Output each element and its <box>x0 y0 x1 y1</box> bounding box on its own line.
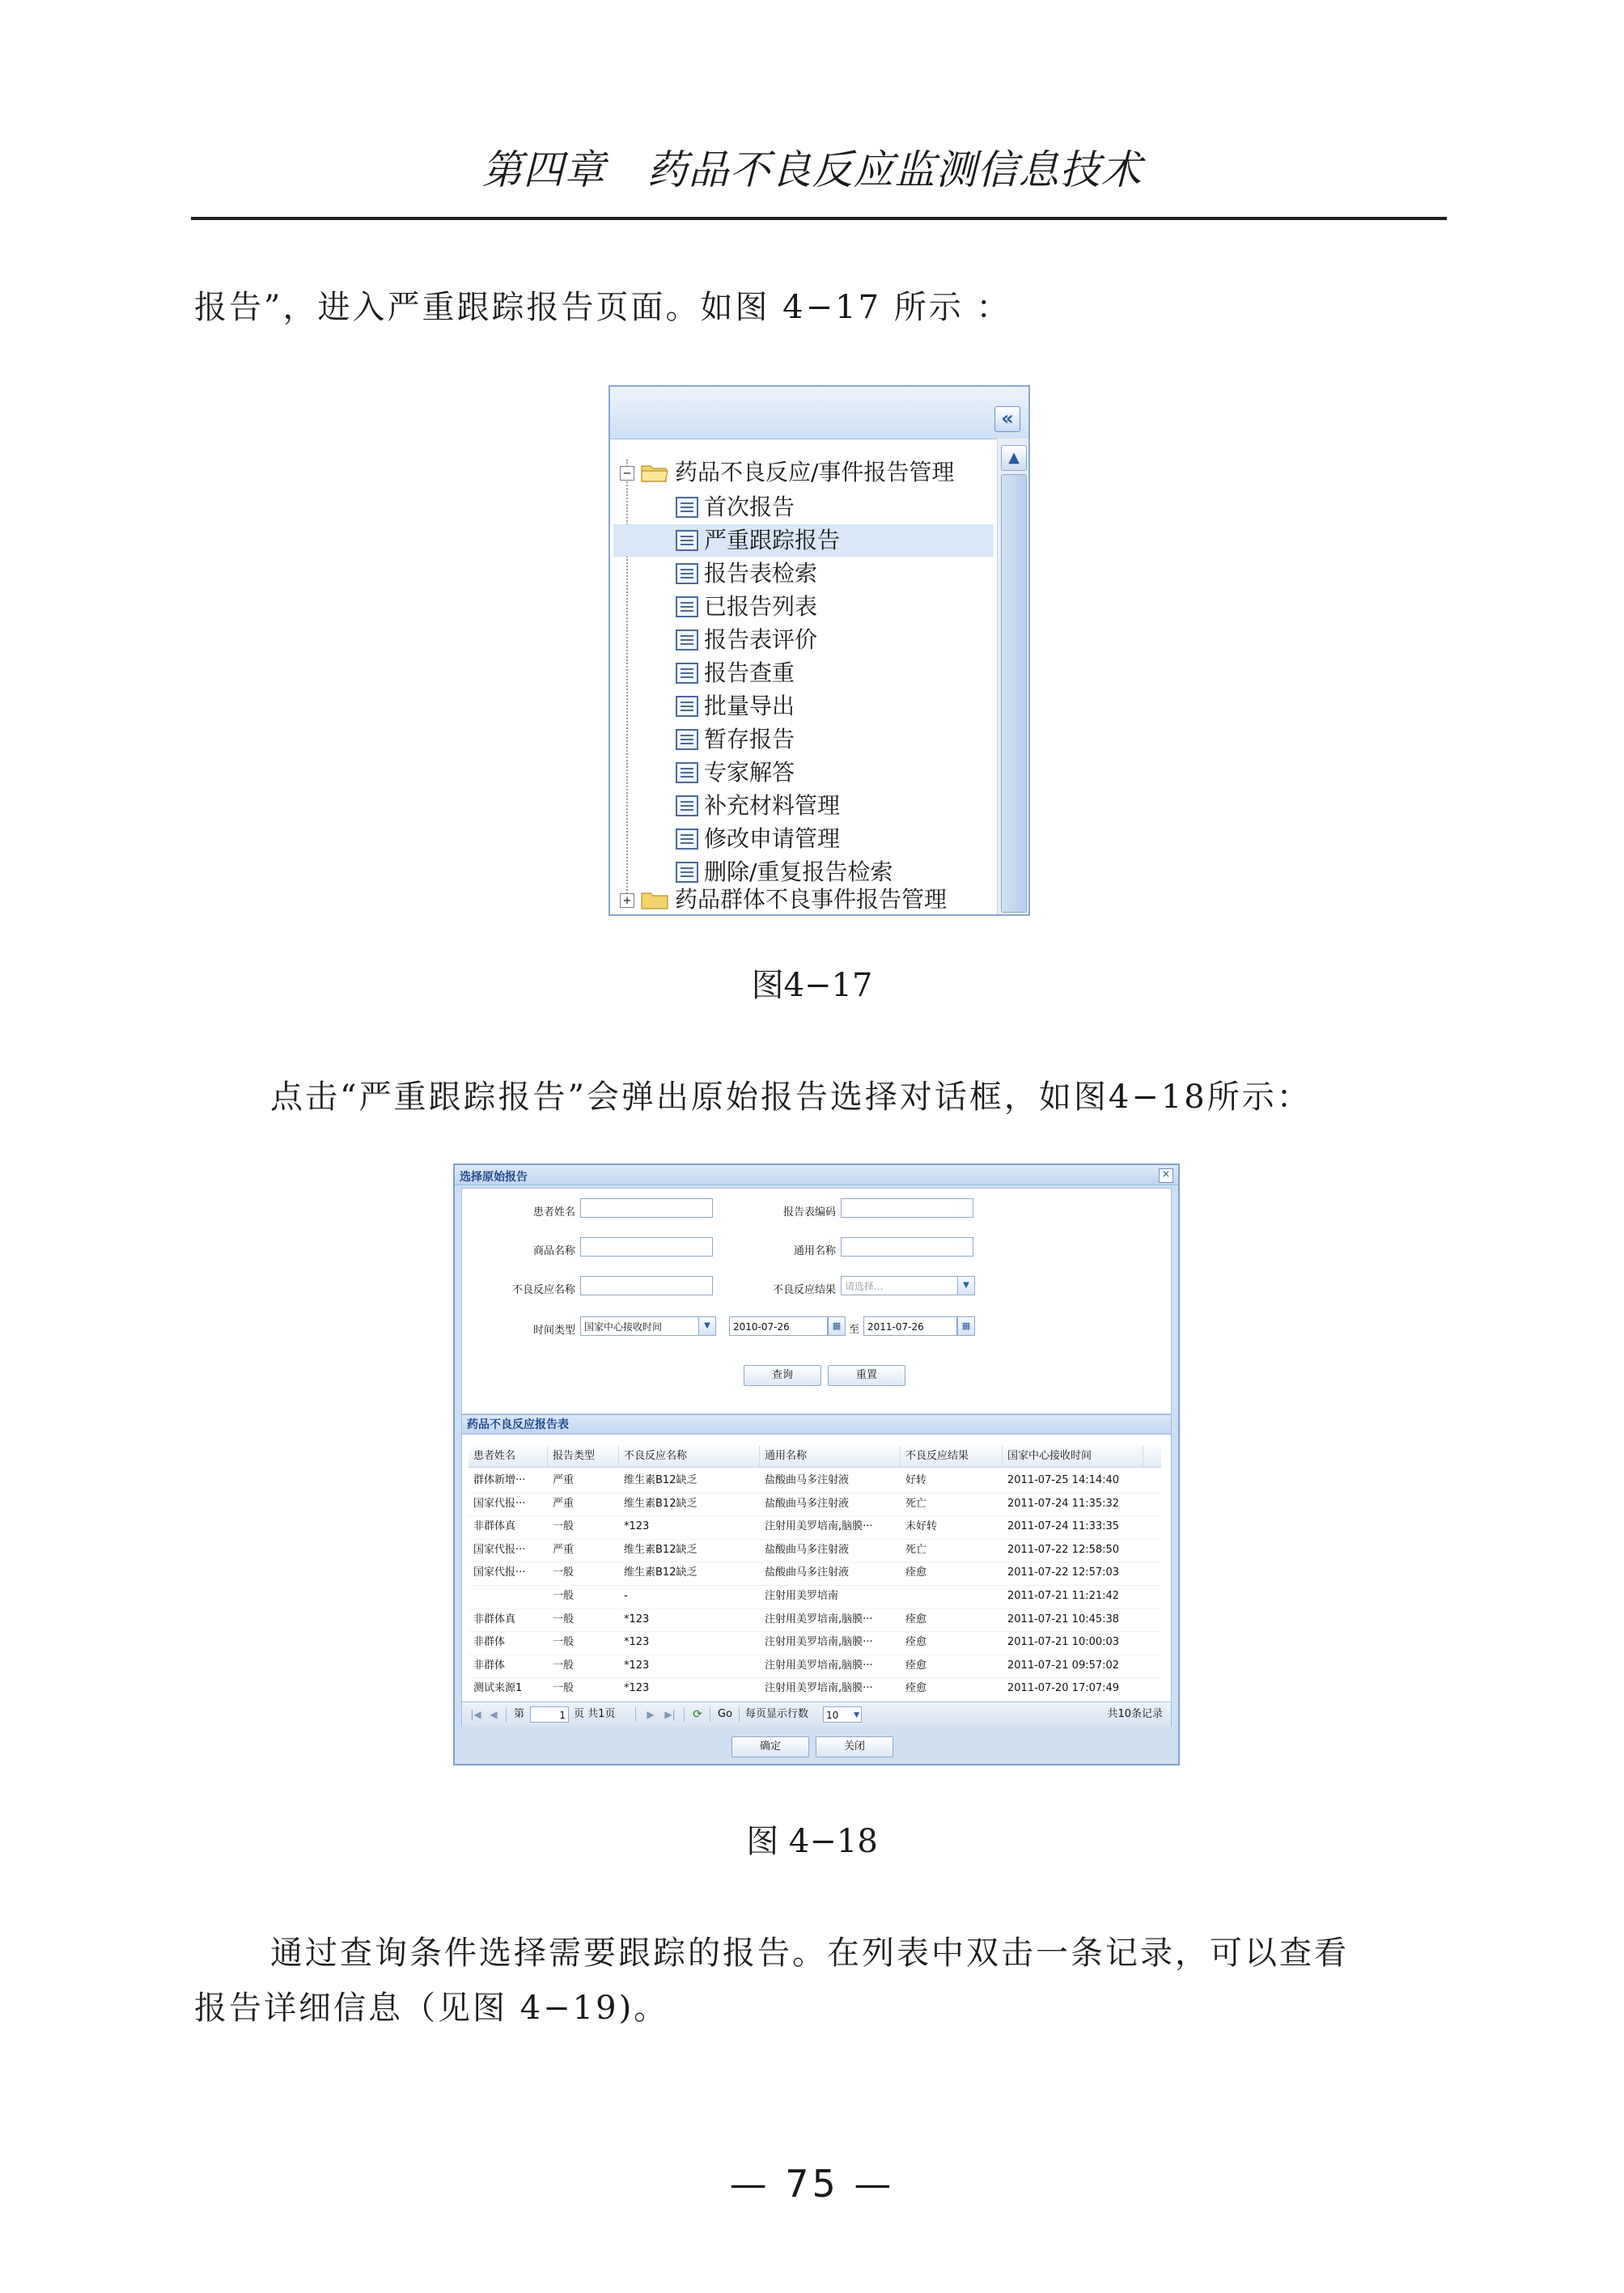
tree-item-modification-requests[interactable] <box>610 823 990 855</box>
navigation-tree-panel <box>608 385 1030 916</box>
table-cell: 2011-07-21 10:45:38 <box>1007 1613 1120 1625</box>
expand-toggle-icon[interactable]: + <box>620 893 634 908</box>
table-cell: 痊愈 <box>905 1659 927 1672</box>
page-number: — 75 — <box>729 2162 895 2206</box>
tree-item-label: 批量导出 <box>704 693 795 719</box>
close-icon[interactable]: × <box>1159 1168 1173 1183</box>
patient-name-input[interactable] <box>580 1198 713 1218</box>
table-cell: 注射用美罗培南,脑膜··· <box>765 1636 873 1649</box>
tree-item-draft-reports[interactable] <box>610 723 990 756</box>
table-cell: 痊愈 <box>905 1613 927 1625</box>
tree-item-supplementary-material[interactable] <box>610 790 990 822</box>
table-cell: 盐酸曲马多注射液 <box>765 1566 850 1579</box>
query-button[interactable]: 查询 <box>744 1365 821 1386</box>
table-cell: 死亡 <box>905 1543 927 1556</box>
table-cell: 一般 <box>553 1659 575 1672</box>
table-cell: 严重 <box>553 1497 575 1510</box>
last-page-icon[interactable]: ▶| <box>664 1709 676 1720</box>
header-rule <box>191 217 1447 220</box>
table-cell: 注射用美罗培南,脑膜··· <box>765 1520 873 1533</box>
adr-result-select[interactable] <box>841 1276 975 1295</box>
tree-item-label: 报告表检索 <box>704 560 818 587</box>
report-form-icon <box>675 529 699 552</box>
report-form-icon <box>675 828 699 850</box>
table-cell: 痊愈 <box>905 1682 927 1695</box>
tree-scrollbar[interactable] <box>997 439 1028 914</box>
table-cell <box>469 1584 548 1608</box>
prev-page-icon[interactable]: ◀ <box>490 1709 498 1720</box>
product-name-input[interactable] <box>580 1237 713 1257</box>
report-form-icon <box>675 596 699 618</box>
table-cell: 未好转 <box>905 1520 938 1533</box>
adr-name-label: 不良反应名称 <box>511 1284 575 1296</box>
table-cell: 非群体 <box>473 1659 506 1672</box>
time-type-select[interactable] <box>580 1316 716 1336</box>
tree-item-label: 已报告列表 <box>704 593 818 620</box>
table-row[interactable] <box>469 1608 1161 1633</box>
tree-panel-header <box>610 387 1028 439</box>
paragraph-1: 报告”，进入严重跟踪报告页面。如图 4−17 所示 ： <box>194 289 1011 326</box>
table-cell: 维生素B12缺乏 <box>624 1566 698 1579</box>
report-form-icon <box>675 761 699 784</box>
tree-item-label: 首次报告 <box>704 494 795 520</box>
figure-caption-4-18: 图 4−18 <box>746 1823 878 1860</box>
toolbar-separator <box>739 1707 740 1722</box>
table-row[interactable] <box>469 1561 1161 1586</box>
chevron-down-icon[interactable]: ▼ <box>957 1277 974 1295</box>
chevron-down-icon[interactable]: ▼ <box>698 1317 715 1335</box>
tree-item-label: 报告表评价 <box>704 626 818 653</box>
tree-item-label: 严重跟踪报告 <box>704 527 841 553</box>
tree-folder-group-event-management[interactable] <box>610 884 990 916</box>
table-cell: 维生素B12缺乏 <box>624 1497 698 1510</box>
table-cell: 一般 <box>553 1636 575 1649</box>
table-cell: 痊愈 <box>905 1636 927 1649</box>
table-cell: 注射用美罗培南,脑膜··· <box>765 1682 873 1695</box>
toolbar-separator <box>684 1707 685 1722</box>
tree-folder-label: 药品群体不良事件报告管理 <box>675 886 948 913</box>
select-original-report-dialog <box>453 1163 1180 1765</box>
table-cell: 一般 <box>553 1682 575 1695</box>
chevron-down-icon[interactable]: ▼ <box>854 1711 859 1719</box>
tree-folder-label: 药品不良反应/事件报告管理 <box>675 459 955 485</box>
table-row[interactable] <box>469 1492 1161 1517</box>
scroll-up-icon[interactable]: ▲ <box>1001 445 1027 471</box>
total-records-text: 共10条记录 <box>1107 1708 1163 1720</box>
report-form-icon <box>675 562 699 585</box>
table-row[interactable] <box>469 1515 1161 1540</box>
adr-name-input[interactable] <box>580 1276 713 1295</box>
tree-item-label: 修改申请管理 <box>704 825 841 852</box>
next-page-icon[interactable]: ▶ <box>647 1709 655 1720</box>
paragraph-3-line-2: 报告详细信息（见图 4−19)。 <box>194 1990 669 2027</box>
table-cell: *123 <box>624 1520 650 1533</box>
calendar-icon[interactable]: ▦ <box>828 1316 846 1336</box>
adr-result-placeholder: 请选择... <box>845 1281 884 1292</box>
tree-item-serious-followup-report[interactable] <box>613 524 994 557</box>
table-cell: 注射用美罗培南 <box>765 1590 839 1602</box>
table-cell: 严重 <box>553 1543 575 1556</box>
table-cell: 非群体 <box>473 1636 506 1649</box>
date-from-input[interactable]: 2010-07-26 <box>729 1316 828 1336</box>
table-cell <box>901 1584 1003 1608</box>
patient-name-label: 患者姓名 <box>532 1206 575 1219</box>
table-cell: 2011-07-20 17:07:49 <box>1007 1682 1120 1695</box>
chapter-title: 第四章 药品不良反应监测信息技术 <box>481 146 1143 193</box>
refresh-icon[interactable]: ⟳ <box>693 1708 702 1721</box>
column-header[interactable]: 国家中心接收时间 <box>1003 1446 1143 1467</box>
table-cell: 测试来源1 <box>473 1682 523 1695</box>
table-cell: 国家代报··· <box>473 1566 526 1579</box>
column-header[interactable]: 通用名称 <box>760 1446 901 1467</box>
table-cell: 2011-07-25 14:14:40 <box>1007 1474 1120 1486</box>
table-cell: 非群体真 <box>473 1613 516 1625</box>
table-cell: 严重 <box>553 1474 575 1486</box>
table-cell: 维生素B12缺乏 <box>624 1543 698 1556</box>
report-form-icon <box>675 496 699 519</box>
table-row[interactable] <box>469 1630 1161 1655</box>
page-number-input[interactable]: 1 <box>530 1706 569 1723</box>
table-cell: 2011-07-21 10:00:03 <box>1007 1636 1120 1649</box>
reset-button[interactable]: 重置 <box>828 1365 905 1386</box>
table-row[interactable] <box>469 1654 1161 1679</box>
generic-name-label: 通用名称 <box>793 1245 836 1257</box>
tree-item-first-report[interactable] <box>610 491 990 523</box>
close-button[interactable]: 关闭 <box>816 1736 893 1757</box>
report-form-icon <box>675 861 699 884</box>
rows-per-page-label: 每页显示行数 <box>745 1708 809 1720</box>
tree-item-label: 删除/重复报告检索 <box>704 858 893 885</box>
table-cell: *123 <box>624 1636 650 1649</box>
table-cell: 2011-07-22 12:57:03 <box>1007 1566 1120 1579</box>
table-cell: 维生素B12缺乏 <box>624 1474 698 1486</box>
adr-result-label: 不良反应结果 <box>772 1284 836 1296</box>
table-cell: 一般 <box>553 1590 575 1602</box>
date-to-input[interactable]: 2011-07-26 <box>863 1316 957 1336</box>
search-form <box>461 1188 1172 1414</box>
folder-icon <box>641 890 668 909</box>
tree-item-reported-list[interactable] <box>610 591 990 623</box>
table-cell: 盐酸曲马多注射液 <box>765 1474 850 1486</box>
grid-header <box>469 1446 1161 1468</box>
column-header[interactable]: 不良反应名称 <box>619 1446 760 1467</box>
table-cell: 死亡 <box>905 1497 927 1510</box>
tree-item-label: 报告查重 <box>704 659 795 686</box>
column-header[interactable]: 不良反应结果 <box>901 1446 1003 1467</box>
tree-item-label: 专家解答 <box>704 759 795 786</box>
table-cell: 2011-07-21 09:57:02 <box>1007 1659 1120 1672</box>
report-form-icon <box>675 629 699 651</box>
date-range-separator: 至 <box>849 1324 860 1336</box>
table-cell: *123 <box>624 1682 650 1695</box>
tree-item-expert-answers[interactable] <box>610 757 990 789</box>
grid-title: 药品不良反应报告表 <box>462 1415 1171 1435</box>
tree-item-label: 暂存报告 <box>704 726 795 752</box>
time-type-label: 时间类型 <box>532 1325 575 1337</box>
table-cell: 非群体真 <box>473 1520 516 1533</box>
table-cell: 痊愈 <box>905 1566 927 1579</box>
table-cell: 2011-07-24 11:35:32 <box>1007 1497 1120 1510</box>
rows-per-page-select[interactable] <box>823 1706 862 1723</box>
tree-item-batch-export[interactable] <box>610 690 990 723</box>
page-prefix: 第 <box>514 1708 525 1720</box>
table-row[interactable] <box>469 1676 1161 1702</box>
first-page-icon[interactable]: |◀ <box>470 1709 481 1720</box>
tree-folder-adr-management[interactable] <box>610 456 990 489</box>
report-form-icon <box>675 662 699 685</box>
table-cell: 注射用美罗培南,脑膜··· <box>765 1613 873 1625</box>
paragraph-3-line-1: 通过查询条件选择需要跟踪的报告。在列表中双击一条记录，可以查看 <box>270 1935 1349 1972</box>
report-form-icon <box>675 728 699 751</box>
tree-item-report-evaluation[interactable] <box>610 624 990 656</box>
table-cell: 2011-07-21 11:21:42 <box>1007 1590 1120 1602</box>
table-cell: *123 <box>624 1613 650 1625</box>
report-code-label: 报告表编码 <box>782 1206 836 1219</box>
table-cell: 好转 <box>905 1474 927 1486</box>
table-cell: 一般 <box>553 1520 575 1533</box>
calendar-icon[interactable]: ▦ <box>957 1316 975 1336</box>
table-cell: *123 <box>624 1659 650 1672</box>
table-cell: 2011-07-22 12:58:50 <box>1007 1543 1120 1556</box>
paragraph-2: 点击“严重跟踪报告”会弹出原始报告选择对话框，如图4−18所示： <box>270 1079 1312 1116</box>
figure-caption-4-17: 图4−17 <box>751 967 873 1004</box>
table-cell: 盐酸曲马多注射液 <box>765 1543 850 1556</box>
toolbar-separator <box>635 1707 636 1722</box>
table-cell: - <box>624 1590 628 1602</box>
collapse-panel-icon[interactable]: « <box>994 406 1020 432</box>
table-row[interactable] <box>469 1469 1161 1494</box>
confirm-button[interactable]: 确定 <box>731 1736 809 1757</box>
report-form-icon <box>675 695 699 718</box>
table-row[interactable] <box>469 1538 1161 1563</box>
dialog-title: 选择原始报告 <box>460 1171 528 1184</box>
tree-item-label: 补充材料管理 <box>704 792 841 819</box>
collapse-toggle-icon[interactable]: − <box>620 466 634 481</box>
table-cell: 盐酸曲马多注射液 <box>765 1497 850 1510</box>
table-row[interactable] <box>469 1584 1161 1609</box>
dialog-titlebar <box>455 1165 1178 1185</box>
generic-name-input[interactable] <box>841 1237 973 1257</box>
tree-item-duplicate-check[interactable] <box>610 657 990 689</box>
table-cell: 一般 <box>553 1613 575 1625</box>
tree-item-report-search[interactable] <box>610 557 990 590</box>
scrollbar-thumb[interactable] <box>1001 474 1027 913</box>
toolbar-separator <box>506 1707 507 1722</box>
go-button[interactable]: Go <box>718 1708 733 1720</box>
column-header[interactable]: 患者姓名 <box>469 1446 548 1467</box>
table-cell: 国家代报··· <box>473 1543 526 1556</box>
column-header[interactable]: 报告类型 <box>548 1446 619 1467</box>
report-form-icon <box>675 795 699 817</box>
table-cell: 注射用美罗培南,脑膜··· <box>765 1659 873 1672</box>
folder-open-icon <box>641 463 668 482</box>
product-name-label: 商品名称 <box>532 1245 575 1257</box>
rows-per-page-value: 10 <box>826 1710 839 1721</box>
adr-report-grid-panel <box>461 1414 1172 1727</box>
page-total-text: 页 共1页 <box>574 1708 616 1720</box>
table-cell: 群体新增··· <box>473 1474 526 1486</box>
table-cell: 一般 <box>553 1566 575 1579</box>
time-type-value: 国家中心接收时间 <box>584 1321 663 1333</box>
report-code-input[interactable] <box>841 1198 973 1218</box>
table-cell: 2011-07-24 11:33:35 <box>1007 1520 1120 1533</box>
pagination-toolbar <box>462 1702 1171 1727</box>
table-cell: 国家代报··· <box>473 1497 526 1510</box>
